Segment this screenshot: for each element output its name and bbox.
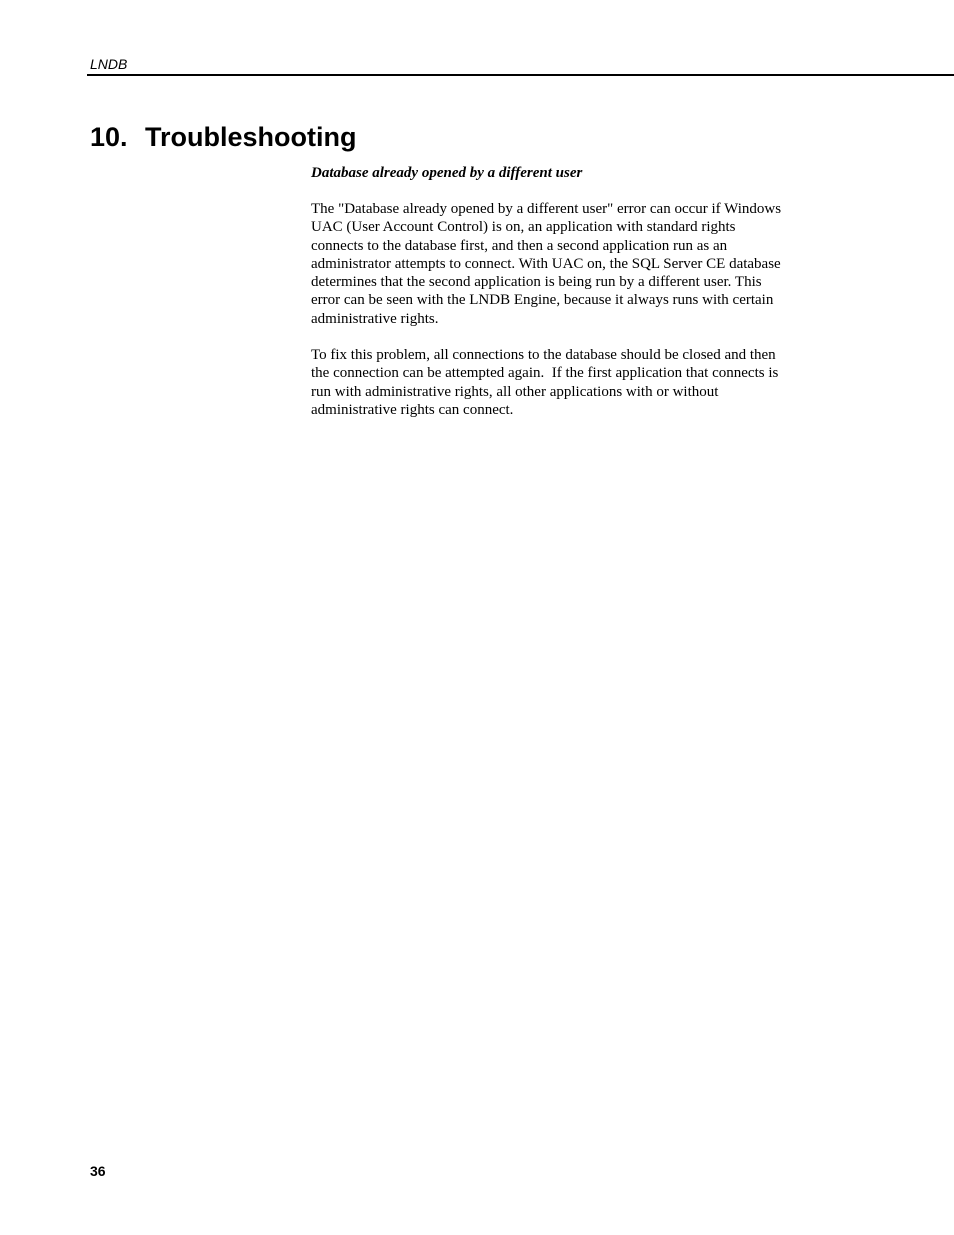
paragraph-line: connects to the database first, and then a second application run as an (311, 237, 728, 254)
chapter-number: 10. (90, 122, 128, 152)
chapter-title-text: Troubleshooting (145, 122, 357, 152)
section-content (311, 164, 811, 419)
paragraph-line: The "Database already opened by a different user" error can occur if Windows (311, 201, 782, 217)
running-header: LNDB (90, 56, 128, 72)
paragraph-line: administrative rights can connect. (311, 401, 514, 418)
paragraph-line: administrator attempts to connect. With UAC on, the SQL Server CE database (311, 255, 781, 272)
paragraph-line: UAC (User Account Control) is on, an application with standard rights (311, 219, 736, 236)
paragraph-line: error can be seen with the LNDB Engine, because it always runs with certain (311, 292, 774, 309)
page-number: 36 (90, 1163, 106, 1179)
paragraph-error-description (311, 200, 811, 328)
paragraph-line: determines that the second application is being run by a different user. This (311, 274, 762, 291)
paragraph-line: administrative rights. (311, 310, 439, 327)
header-rule (87, 74, 954, 76)
paragraph-fix-description (311, 346, 811, 419)
section-subheading: Database already opened by a different user (311, 165, 583, 181)
chapter-title (90, 118, 356, 156)
paragraph-line: the connection can be attempted again. If the first application that connects is (311, 365, 779, 382)
paragraph-line: run with administrative rights, all other applications with or without (311, 383, 719, 400)
paragraph-line: To fix this problem, all connections to the database should be closed and then (311, 347, 776, 364)
